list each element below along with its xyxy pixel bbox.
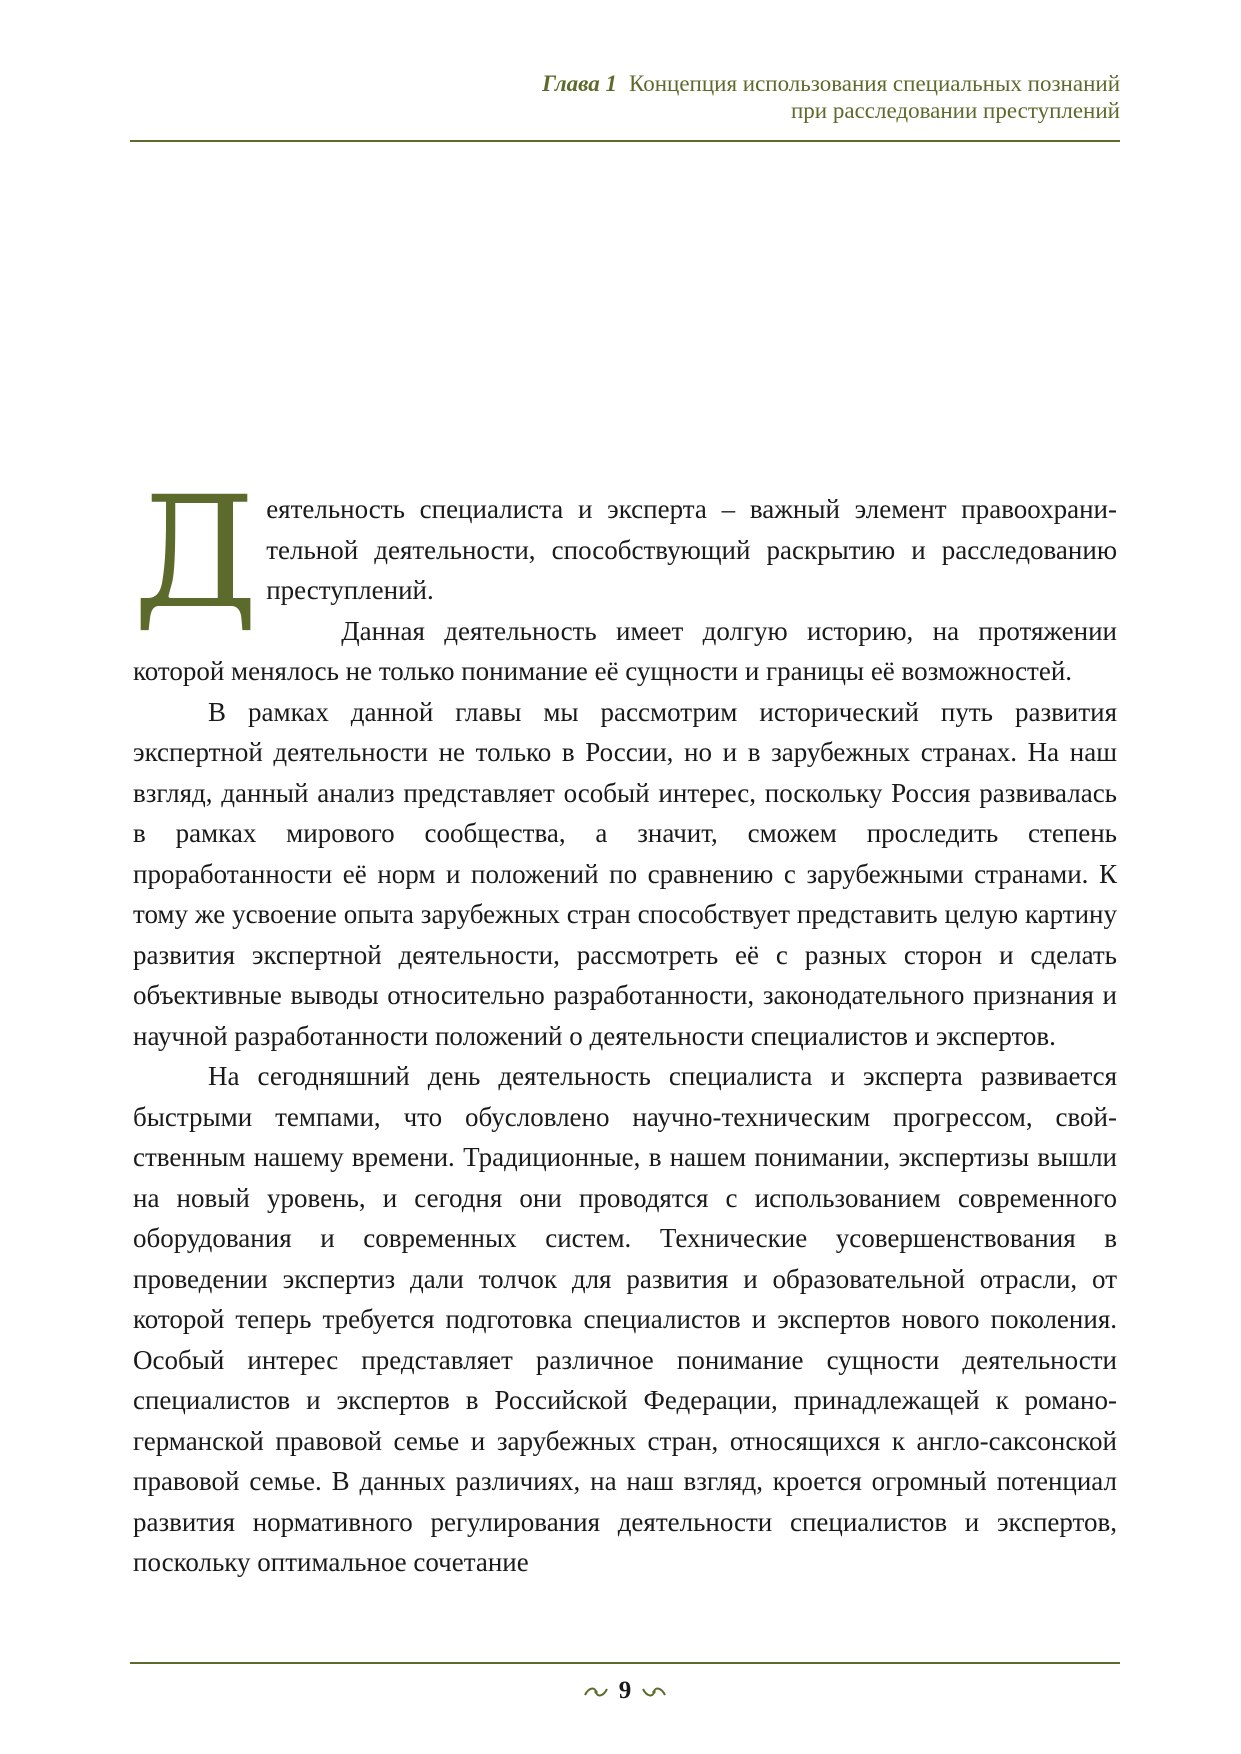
paragraph-4: На сегодняшний день деятельность специалиста и эксперта развивается быстрыми темпами, что обусловлено научно-техническим прогрессом, свойственным нашему времени. Традиционные, в нашем понимании, экспертизы вышли на новый уровень, и сегодня они проводятся с использованием современного оборудования и современных систем. Технические усовершенствования в проведении экспертиз дали толчок для развития и образовательной отрасли, от которой теперь требуется подготовка специалистов и экспертов нового поколения. Особый интерес представляет различное понимание сущности деятельности специалистов и экспертов в Российской Федерации, принадлежащей к романо-германской правовой семье и зарубежных стран, относящихся к англо-саксонской правовой семье. В данных различиях, на наш взгляд, кроется огромный потенциал развития нормативного регулирования деятельности специалистов и экспертов, поскольку оптимальное сочетание [133, 1061, 1117, 1577]
header-line-1 [130, 70, 1120, 97]
page-number: 9 [618, 1677, 632, 1704]
paragraph-1 [133, 464, 1117, 643]
swash-ornament-icon [583, 1677, 609, 1707]
running-header [130, 70, 1120, 124]
drop-cap: Д [133, 464, 259, 643]
header-divider [130, 140, 1120, 142]
chapter-title-line-2: при расследовании преступлений [791, 98, 1120, 123]
paragraph-3: В рамках данной главы мы рассмотрим исторический путь развития экспертной деятельности не только в России, но и в зарубежных странах. На наш взгляд, данный анализ представляет особый интерес, поскольку Россия развивалась в рамках мирового сообщества, а значит, сможем проследить степень проработанности её норм и положений по сравнению с зарубежными странами. К тому же усвоение опыта зарубежных стран способствует представить целую картину развития экспертной деятельности, рассмотреть её с разных сторон и сделать объективные выводы относительно разработанности, законодательного признания и научной разработанности положений о деятельности специалистов и экспертов. [133, 696, 1117, 1051]
chapter-title-line-1: Концепция использования специальных познаний [629, 71, 1120, 96]
chapter-label: Глава 1 [542, 71, 617, 96]
paragraph-1-text: еятельность специалиста и эксперта – важный элемент правоохранительной деятельности, способствующий раскрытию и расследованию преступлений. [266, 494, 1117, 605]
body-text [133, 464, 1117, 1583]
footer-divider [130, 1662, 1120, 1664]
page-footer [130, 1676, 1120, 1707]
paragraph-2: Данная деятельность имеет долгую историю, на протяжении которой менялось не только понимание её сущности и границы её возможностей. [133, 615, 1117, 686]
swash-ornament-icon [641, 1677, 667, 1707]
